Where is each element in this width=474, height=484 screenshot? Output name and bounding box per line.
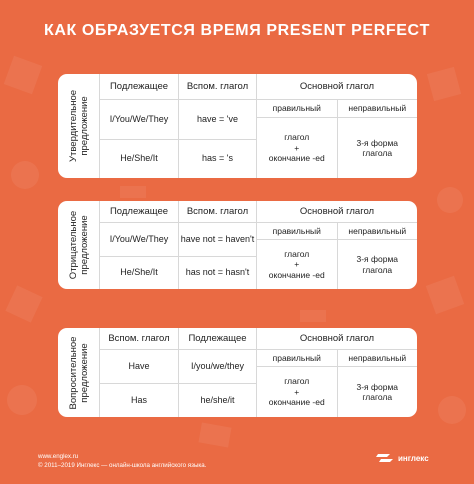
side-label bbox=[58, 201, 100, 289]
row-aux: has not = hasn't bbox=[185, 267, 250, 278]
row-subject: He/She/It bbox=[120, 267, 158, 278]
header-subject: Подлежащее bbox=[100, 201, 178, 223]
side-label-line1: Утвердительное bbox=[67, 89, 79, 163]
row-aux: have not = haven't bbox=[179, 223, 256, 257]
header-subject: Подлежащее bbox=[179, 328, 256, 350]
row-aux: have = 've bbox=[179, 100, 256, 140]
regular-line: глагол bbox=[284, 132, 310, 143]
irregular-line: 3-я форма bbox=[356, 137, 399, 148]
side-label-line1: Вопросительное bbox=[67, 336, 79, 409]
row-aux: Have bbox=[100, 350, 178, 384]
header-subject: Подлежащее bbox=[100, 74, 178, 100]
side-label-line2: предложение bbox=[78, 96, 90, 156]
row-subject: I/You/We/They bbox=[100, 223, 178, 257]
row-aux: has = 's bbox=[202, 153, 233, 164]
regular-rule bbox=[257, 118, 338, 178]
row-aux: Has bbox=[130, 395, 147, 405]
regular-rule bbox=[257, 240, 338, 289]
regular-line: глагол bbox=[284, 376, 310, 387]
sub-irregular: неправильный bbox=[348, 352, 407, 363]
side-label bbox=[58, 328, 100, 417]
sub-irregular: неправильный bbox=[348, 225, 407, 236]
header-main: Основной глагол bbox=[257, 74, 417, 100]
regular-line: + bbox=[294, 142, 300, 153]
irregular-line: глагола bbox=[362, 392, 393, 402]
irregular-rule bbox=[338, 367, 418, 417]
irregular-rule bbox=[338, 240, 418, 289]
regular-line: глагол bbox=[284, 248, 310, 259]
regular-line: окончание -ed bbox=[268, 153, 325, 164]
sub-irregular: неправильный bbox=[348, 103, 407, 113]
sub-regular: правильный bbox=[257, 223, 338, 239]
irregular-line: 3-я форма bbox=[356, 381, 399, 392]
sub-regular: правильный bbox=[257, 350, 338, 366]
side-label-line2: предложение bbox=[78, 342, 90, 403]
regular-line: + bbox=[294, 259, 300, 270]
header-aux: Вспом. глагол bbox=[179, 201, 256, 223]
englex-logo-icon bbox=[376, 452, 394, 464]
row-subject: I/You/We/They bbox=[100, 100, 178, 140]
sub-regular: правильный bbox=[257, 100, 338, 117]
regular-rule bbox=[257, 367, 338, 417]
brand-logo bbox=[376, 452, 429, 464]
irregular-line: глагола bbox=[362, 148, 393, 158]
side-label-line1: Отрицательное bbox=[67, 210, 79, 280]
side-label bbox=[58, 74, 100, 178]
footer bbox=[38, 452, 206, 470]
irregular-line: глагола bbox=[362, 264, 393, 275]
side-label-line2: предложение bbox=[78, 215, 90, 275]
footer-copyright: © 2011–2019 Инглекс — онлайн-школа английского языка. bbox=[38, 462, 207, 469]
header-aux: Вспом. глагол bbox=[179, 74, 256, 100]
regular-line: + bbox=[294, 386, 300, 397]
header-main: Основной глагол bbox=[257, 328, 417, 350]
affirmative-table bbox=[58, 74, 417, 178]
logo-text: инглекс bbox=[398, 453, 429, 463]
interrogative-table bbox=[58, 328, 417, 417]
header-aux: Вспом. глагол bbox=[100, 328, 178, 350]
negative-table bbox=[58, 201, 417, 289]
row-subject: He/She/It bbox=[120, 153, 158, 164]
header-main: Основной глагол bbox=[257, 201, 417, 223]
row-subject: I/you/we/they bbox=[179, 350, 256, 384]
regular-line: окончание -ed bbox=[268, 269, 325, 280]
footer-site[interactable]: www.englex.ru bbox=[38, 453, 79, 460]
page-title: КАК ОБРАЗУЕТСЯ ВРЕМЯ PRESENT PERFECT bbox=[43, 22, 431, 39]
irregular-rule bbox=[338, 118, 418, 178]
regular-line: окончание -ed bbox=[268, 397, 325, 408]
row-subject: he/she/it bbox=[200, 395, 235, 405]
irregular-line: 3-я форма bbox=[356, 254, 399, 264]
